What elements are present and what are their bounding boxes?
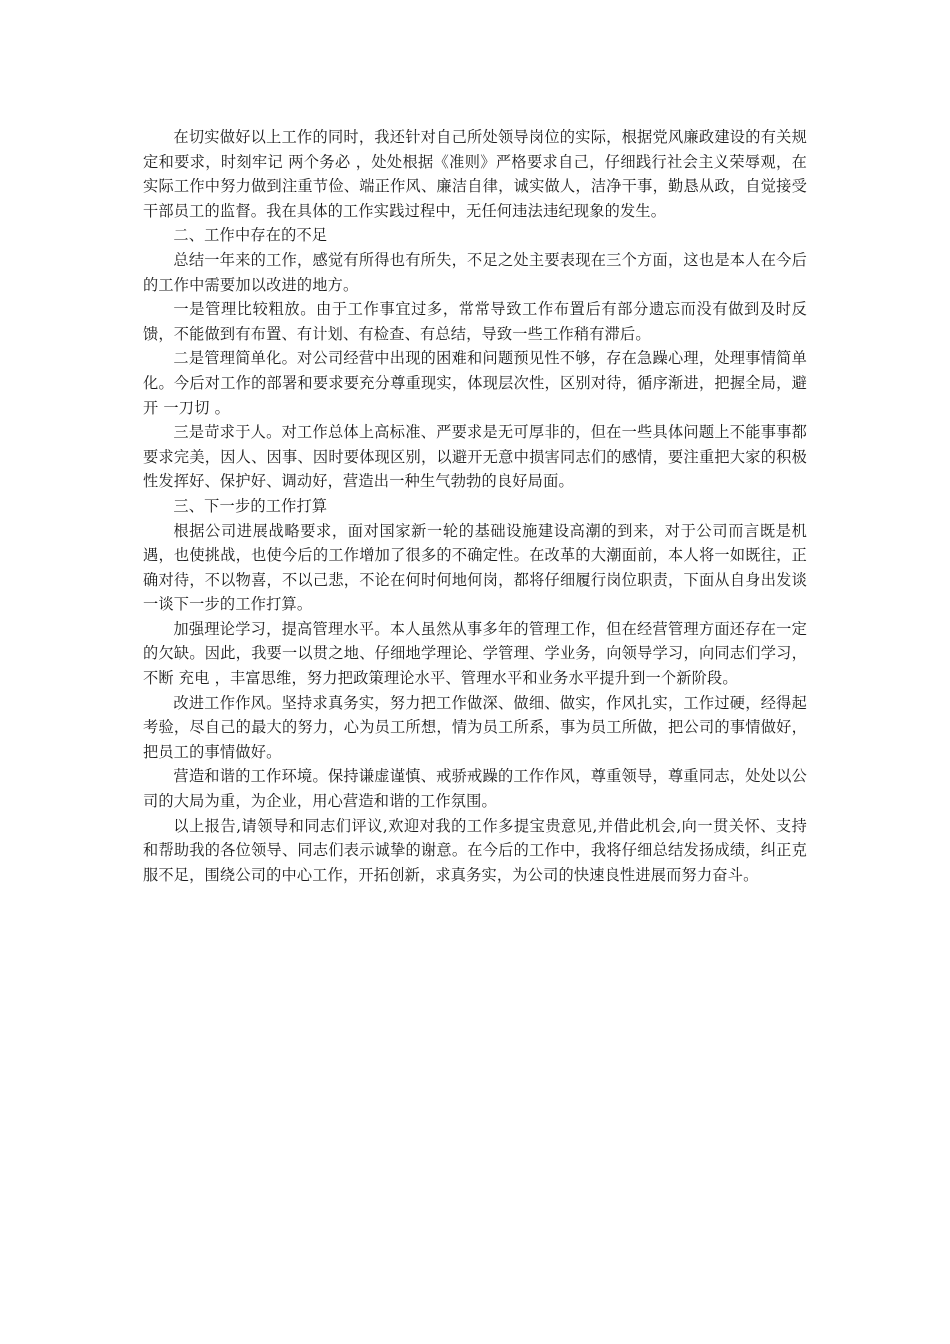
section-heading-next-steps: 三、下一步的工作打算 bbox=[173, 496, 328, 515]
paragraph-strategy: 根据公司进展战略要求，面对国家新一轮的基础设施建设高潮的到来，对于公司而言既是机遇，也使挑战，也使今后的工作增加了很多的不确定性。在改革的大潮面前，本人将一如既往，正确对待，不以物喜，不以己悲，不论在何时何地何岗，都将仔细履行岗位职责，下面从自身出发谈一谈下一步的工作打算。 bbox=[143, 521, 807, 614]
document-page bbox=[143, 125, 807, 887]
paragraph-harmony: 营造和谐的工作环境。保持谦虚谨慎、戒骄戒躁的工作作风，尊重领导，尊重同志，处处以公司的大局为重，为企业，用心营造和谐的工作氛围。 bbox=[143, 767, 807, 811]
paragraph-shortcoming-1: 一是管理比较粗放。由于工作事宜过多，常常导致工作布置后有部分遗忘而没有做到及时反馈，不能做到有布置、有计划、有检查、有总结，导致一些工作稍有滞后。 bbox=[143, 300, 807, 343]
paragraph-summary: 总结一年来的工作，感觉有所得也有所失，不足之处主要表现在三个方面，这也是本人在今后的工作中需要加以改进的地方。 bbox=[143, 250, 807, 294]
paragraph-integrity: 在切实做好以上工作的同时，我还针对自己所处领导岗位的实际，根据党风廉政建设的有关规定和要求，时刻牢记 两个务必 ，处处根据《准则》严格要求自己，仔细践行社会主义荣辱观，在实际工作中努力做到注重节俭、端正作风、廉洁自律，诚实做人，洁净干事，勤恳从政，自觉接受干部员工的监督。我在具体的工作实践过程中，无任何违法违纪现象的发生。 bbox=[143, 128, 807, 220]
paragraph-closing: 以上报告,请领导和同志们评议,欢迎对我的工作多提宝贵意见,并借此机会,向一贯关怀、支持和帮助我的各位领导、同志们表示诚挚的谢意。在今后的工作中，我将仔细总结发扬成绩，纠正克服不足，围绕公司的中心工作，开拓创新，求真务实，为公司的快速良性进展而努力奋斗。 bbox=[143, 816, 807, 884]
paragraph-shortcoming-2: 二是管理简单化。对公司经营中出现的困难和问题预见性不够，存在急躁心理，处理事情简单化。今后对工作的部署和要求要充分尊重现实，体现层次性，区别对待，循序渐进，把握全局，避开 一刀切 。 bbox=[143, 349, 807, 417]
paragraph-work-style: 改进工作作风。坚持求真务实，努力把工作做深、做细、做实，作风扎实，工作过硬，经得起考验，尽自己的最大的努力，心为员工所想，情为员工所系，事为员工所做，把公司的事情做好，把员工的事情做好。 bbox=[143, 693, 807, 761]
paragraph-shortcoming-3: 三是苛求于人。对工作总体上高标准、严要求是无可厚非的，但在一些具体问题上不能事事都要求完美，因人、因事、因时要体现区别，以避开无意中损害同志们的感情，要注重把大家的积极性发挥好、保护好、调动好，营造出一种生气勃勃的良好局面。 bbox=[143, 423, 807, 491]
section-heading-shortcomings: 二、工作中存在的不足 bbox=[173, 226, 328, 245]
paragraph-theory-study: 加强理论学习，提高管理水平。本人虽然从事多年的管理工作，但在经营管理方面还存在一定的欠缺。因此，我要一以贯之地、仔细地学理论、学管理、学业务，向领导学习，向同志们学习，不断 充电 ，丰富思维，努力把政策理论水平、管理水平和业务水平提升到一个新阶段。 bbox=[143, 619, 807, 688]
